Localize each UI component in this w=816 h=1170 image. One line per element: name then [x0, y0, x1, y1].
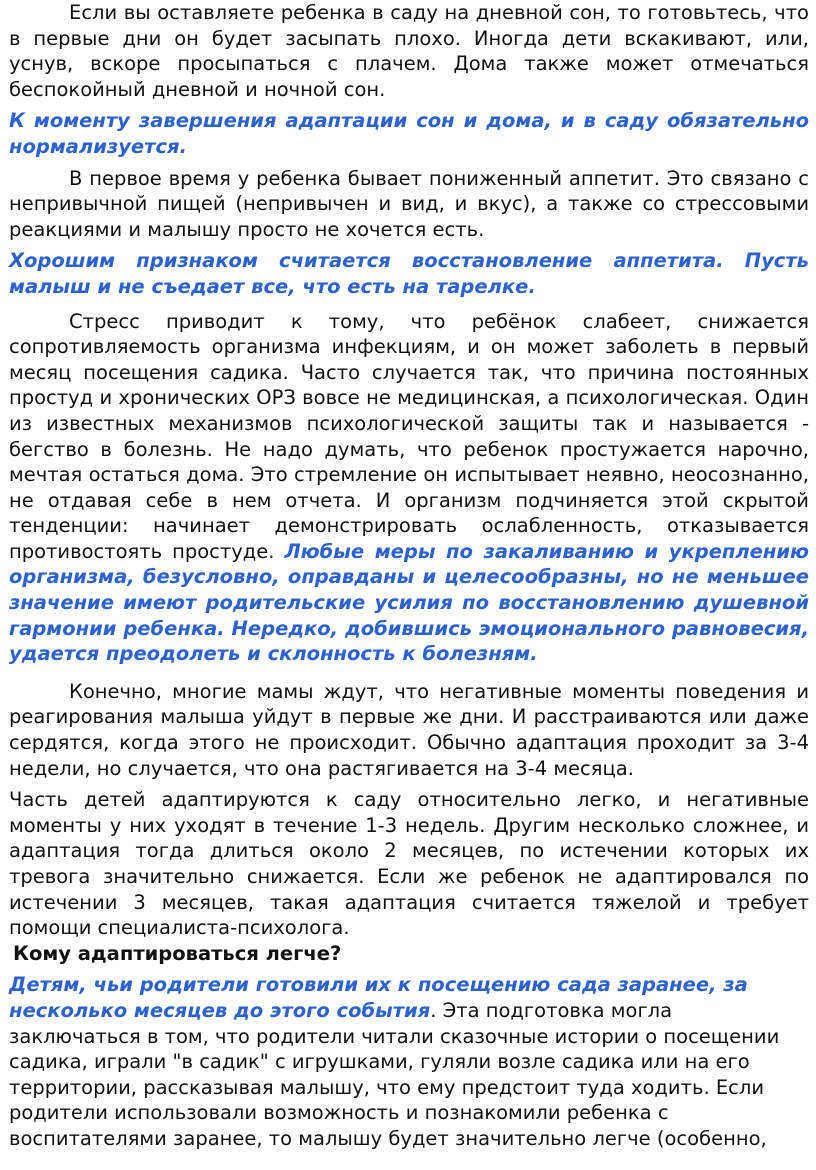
- section-heading: Кому адаптироваться легче?: [13, 941, 342, 965]
- paragraph-adaptation-duration: Часть детей адаптируются к саду относительно легко, и негативные моменты у них уходят в течение 1-3 недель. Другим несколько сложнее, и адаптация тогда длиться около 2 месяцев, по истечении которых их тревога значительно снижается. Если же ребенок не адаптировался по истечении 3 месяцев, такая адаптация считается тяжелой и требует помощи специалиста-психолога.: [9, 788, 809, 940]
- document-page: [9, 0, 809, 1152]
- paragraph-preparation: [9, 972, 809, 1151]
- highlight-appetite-recovery: Хорошим признаком считается восстановление аппетита. Пусть малыш и не съедает все, что есть на тарелке.: [9, 249, 809, 298]
- paragraph-stress-illness: [9, 309, 809, 667]
- highlight-hardening: Любые меры по закаливанию и укреплению организма, безусловно, оправданы и целесообразны, но не меньшее значение имеют родительские усилия по восстановлению душевной гармонии ребенка. Нередко, добившись эмоционального равновесия, удается преодолеть и склонность к болезням.: [9, 539, 809, 666]
- paragraph-expectations: Конечно, многие мамы ждут, что негативные моменты поведения и реагирования малыша уйдут в первые же дни. И расстраиваются или даже сердятся, когда этого не происходит. Обычно адаптация проходит за 3-4 недели, но случается, что она растягивается на 3-4 месяца.: [9, 679, 809, 780]
- paragraph-stress-text: Стресс приводит к тому, что ребёнок слабеет, снижается сопротивляемость организма инфекциям, и он может заболеть в первый месяц посещения садика. Часто случается так, что причина постоянных простуд и хронических ОРЗ вовсе не медицинская, а психологическая. Один из известных механизмов психологической защиты так и называется - бегство в болезнь. Не надо думать, что ребенок простужается нарочно, мечтая остаться дома. Это стремление он испытывает неявно, неосознанно, не отдавая себе в нем отчета. И организм подчиняется этой скрытой тенденции: начинает демонстрировать ослабленность, отказывается противостоять простуде.: [9, 309, 809, 563]
- paragraph-sleep: Если вы оставляете ребенка в саду на дневной сон, то готовьтесь, что в первые дни он будет засыпать плохо. Иногда дети вскакивают, или, уснув, вскоре просыпаться с плачем. Дома также может отмечаться беспокойный дневной и ночной сон.: [9, 1, 809, 101]
- paragraph-preparation-text: . Эта подготовка могла заключаться в том, что родители читали сказочные истории о посещении садика, играли "в садик" с игрушками, гуляли возле садика или на его территории, рассказывая малышу, что ему предстоит туда ходить. Если родители использовали возможность и познакомили ребенка с воспитателями заранее, то малышу будет значительно легче (особенно,: [9, 998, 780, 1150]
- highlight-prepared-children: Детям, чьи родители готовили их к посещению сада заранее, за несколько месяцев до этого события: [9, 973, 748, 1022]
- highlight-sleep-normalizes: К моменту завершения адаптации сон и дома, и в саду обязательно нормализуется.: [9, 109, 809, 158]
- paragraph-appetite: В первое время у ребенка бывает пониженный аппетит. Это связано с непривычной пищей (непривычен и вид, и вкус), а также со стрессовыми реакциями и малышу просто не хочется есть.: [9, 166, 809, 241]
